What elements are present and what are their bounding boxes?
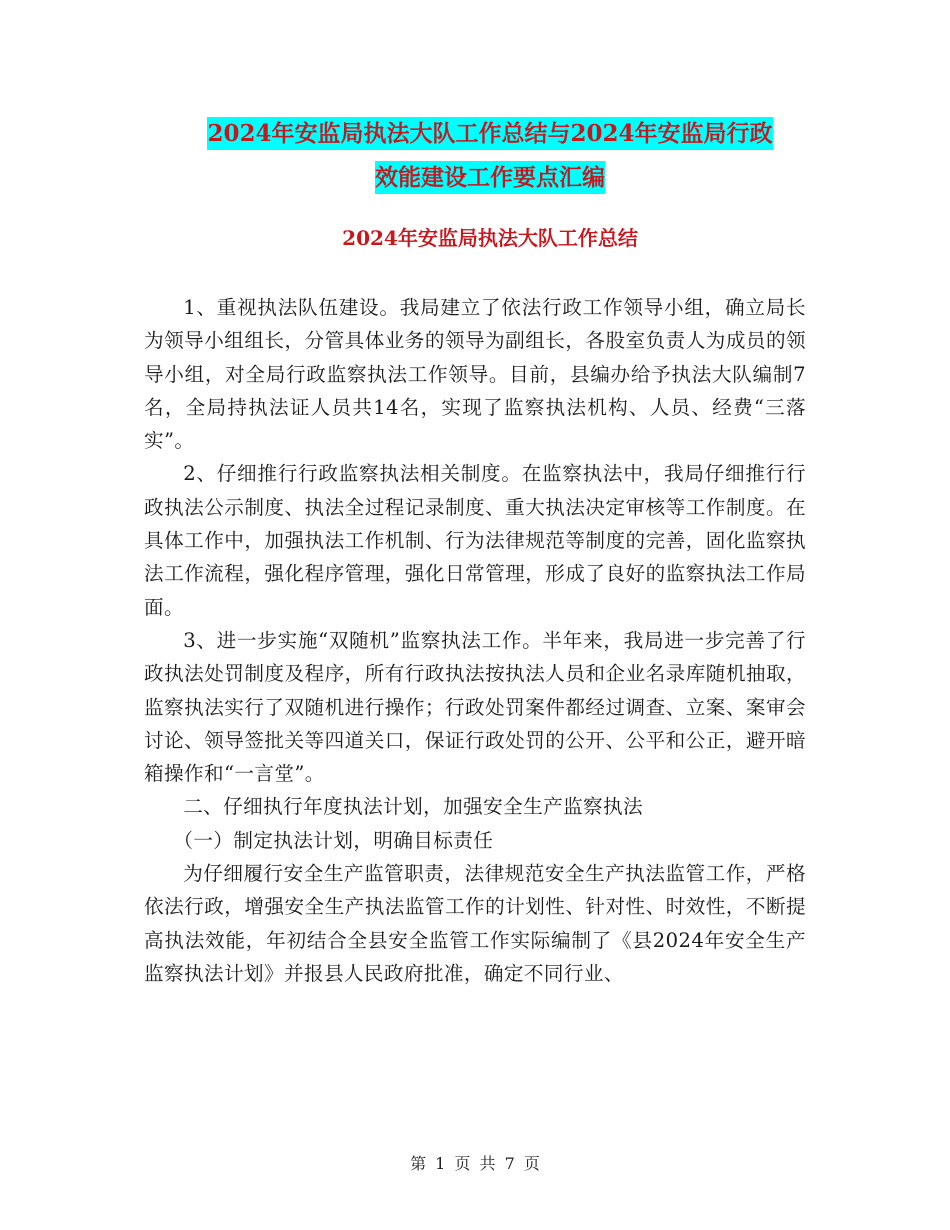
document-title-line-1: 2024年安监局执法大队工作总结与2024年安监局行政 — [207, 117, 772, 150]
page-footer: 第 1 页 共 7 页 — [410, 1154, 540, 1173]
paragraph-2: 2、仔细推行行政监察执法相关制度。在监察执法中，我局仔细推行行政执法公示制度、执法全过程记录制度、重大执法决定审核等工作制度。在具体工作中，加强执法工作机制、行为法律规范等制度的完善，固化监察执法工作流程，强化程序管理，强化日常管理，形成了良好的监察执法工作局面。 — [144, 462, 806, 619]
paragraph-3: 3、进一步实施“双随机”监察执法工作。半年来，我局进一步完善了行政执法处罚制度及程序，所有行政执法按执法人员和企业名录库随机抽取，监察执法实行了双随机进行操作；行政处罚案件都经过调查、立案、案审会讨论、领导签批关等四道关口，保证行政处罚的公开、公平和公正，避开暗箱操作和“一言堂”。 — [144, 628, 806, 786]
paragraph-4: 为仔细履行安全生产监管职责，法律规范安全生产执法监管工作，严格依法行政，增强安全生产执法监管工作的计划性、针对性、时效性，不断提高执法效能，年初结合全县安全监管工作实际编制了《县2024年安全生产监察执法计划》并报县人民政府批准，确定不同行业、 — [144, 862, 806, 985]
document-body — [144, 291, 806, 990]
document-title-line-2: 效能建设工作要点汇编 — [375, 161, 605, 194]
subsection-heading-1: （一）制定执法计划，明确目标责任 — [173, 828, 494, 852]
section-title: 2024年安监局执法大队工作总结 — [342, 226, 638, 250]
section-heading-2: 二、仔细执行年度执法计划，加强安全生产监察执法 — [183, 795, 644, 819]
paragraph-1: 1、重视执法队伍建设。我局建立了依法行政工作领导小组，确立局长为领导小组组长，分管具体业务的领导为副组长，各股室负责人为成员的领导小组，对全局行政监察执法工作领导。目前，县编办给予执法大队编制7名，全局持执法证人员共14名，实现了监察执法机构、人员、经费“三落实”。 — [144, 296, 806, 453]
document-title — [140, 112, 840, 200]
